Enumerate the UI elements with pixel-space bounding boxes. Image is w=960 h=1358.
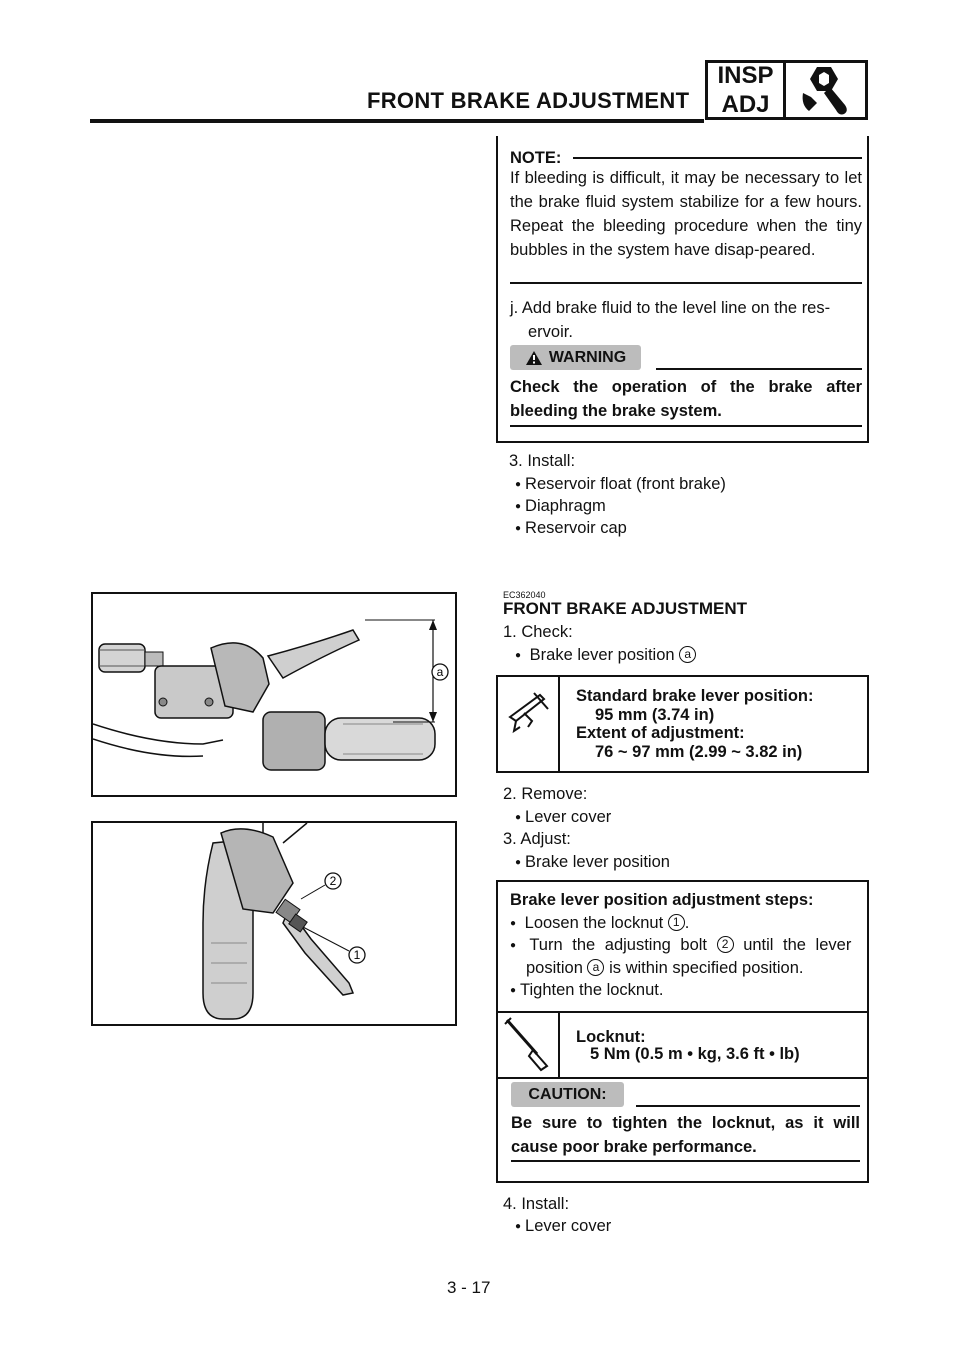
torque-icon-divider [558,1011,560,1079]
torque-wrench-icon [503,1016,555,1079]
step-tighten: ● Tighten the locknut. [510,979,663,1004]
steps-divider-1 [496,1011,869,1013]
callout-a: a [436,665,444,679]
adjust-item: ● Brake lever position [515,851,670,876]
ref-1: 1 [668,914,685,931]
figure-locknut-adjust [91,821,457,1026]
steps-title: Brake lever position adjustment steps: [510,891,814,909]
warning-badge [510,345,641,370]
note-text: If bleeding is difficult, it may be necessary to let the brake fluid system stabilize for a few hours. Repeat the bleeding procedure when the tiny bubbles in the system have disap-peared. [510,169,862,259]
step-turn-text-2: until the lever [743,936,852,954]
torque-value: 5 Nm (0.5 m • kg, 3.6 ft • lb) [590,1045,800,1063]
ref-a-2: a [587,959,604,976]
torque-label: Locknut: [576,1028,646,1046]
remove-label: 2. Remove: [503,785,588,803]
box-left-border [496,136,498,443]
caliper-icon [504,687,554,742]
step-turn-text-3: position [526,959,583,977]
caution-label: CAUTION: [528,1085,607,1103]
warning-rule [656,368,862,370]
step-turn-text-4: is within specified position. [609,959,804,977]
section-title: FRONT BRAKE ADJUSTMENT [503,599,747,618]
box-bottom-border [496,441,869,443]
badge-insp: INSP [717,62,774,89]
note-end-rule [510,282,862,284]
spec-box [496,675,869,773]
install-item-2: ● Diaphragm [515,495,606,520]
install2-label: 4. Install: [503,1195,570,1213]
warning-icon [525,350,543,366]
check-label: 1. Check: [503,623,573,641]
box-right-border [867,136,869,443]
spec-line-4: 76 ~ 97 mm (2.99 ~ 3.82 in) [595,743,803,761]
ref-2: 2 [717,936,734,953]
page-number: 3 - 17 [447,1278,491,1297]
install-label: 3. Install: [509,452,576,470]
install2-item: ● Lever cover [515,1215,611,1240]
note-label: NOTE: [510,149,562,167]
step-turn [510,934,862,959]
note-rule [573,157,862,159]
caution-text: Be sure to tighten the locknut, as it will cause poor brake performance. [511,1114,860,1156]
step-j: j. Add brake fluid to the level line on the res-ervoir. [510,299,831,341]
section-badge [705,60,868,120]
warning-end-rule [510,425,862,427]
caution-end-rule [511,1160,860,1162]
callout-2: 2 [329,874,337,888]
warning-label: WARNING [548,348,627,366]
wrench-nut-icon [786,63,865,117]
callout-1: 1 [353,948,361,962]
step-loosen-end: . [684,914,690,932]
check-item-text: Brake lever position [529,646,675,664]
section-code: EC362040 [503,590,546,600]
steps-divider-2 [496,1077,869,1079]
ref-a: a [679,646,696,663]
page-title: FRONT BRAKE ADJUSTMENT [367,88,690,113]
adjust-label: 3. Adjust: [503,830,571,848]
title-rule [90,119,704,123]
spec-line-2: 95 mm (3.74 in) [595,706,715,724]
warning-text: Check the operation of the brake after bleeding the brake system. [510,378,862,420]
caution-badge [511,1082,624,1107]
spec-line-1: Standard brake lever position: [576,687,814,705]
step-loosen-text: Loosen the locknut [524,914,664,932]
step-turn-line2 [526,957,804,980]
install-item-1: ● Reservoir float (front brake) [515,473,726,498]
badge-adj: ADJ [721,91,770,118]
remove-item: ● Lever cover [515,806,611,831]
figure-brake-lever-position [91,592,457,797]
install-item-3: ● Reservoir cap [515,517,627,542]
step-turn-text: Turn the adjusting bolt [529,936,707,954]
caution-rule [636,1105,860,1107]
check-item [515,644,696,669]
spec-line-3: Extent of adjustment: [576,724,745,742]
